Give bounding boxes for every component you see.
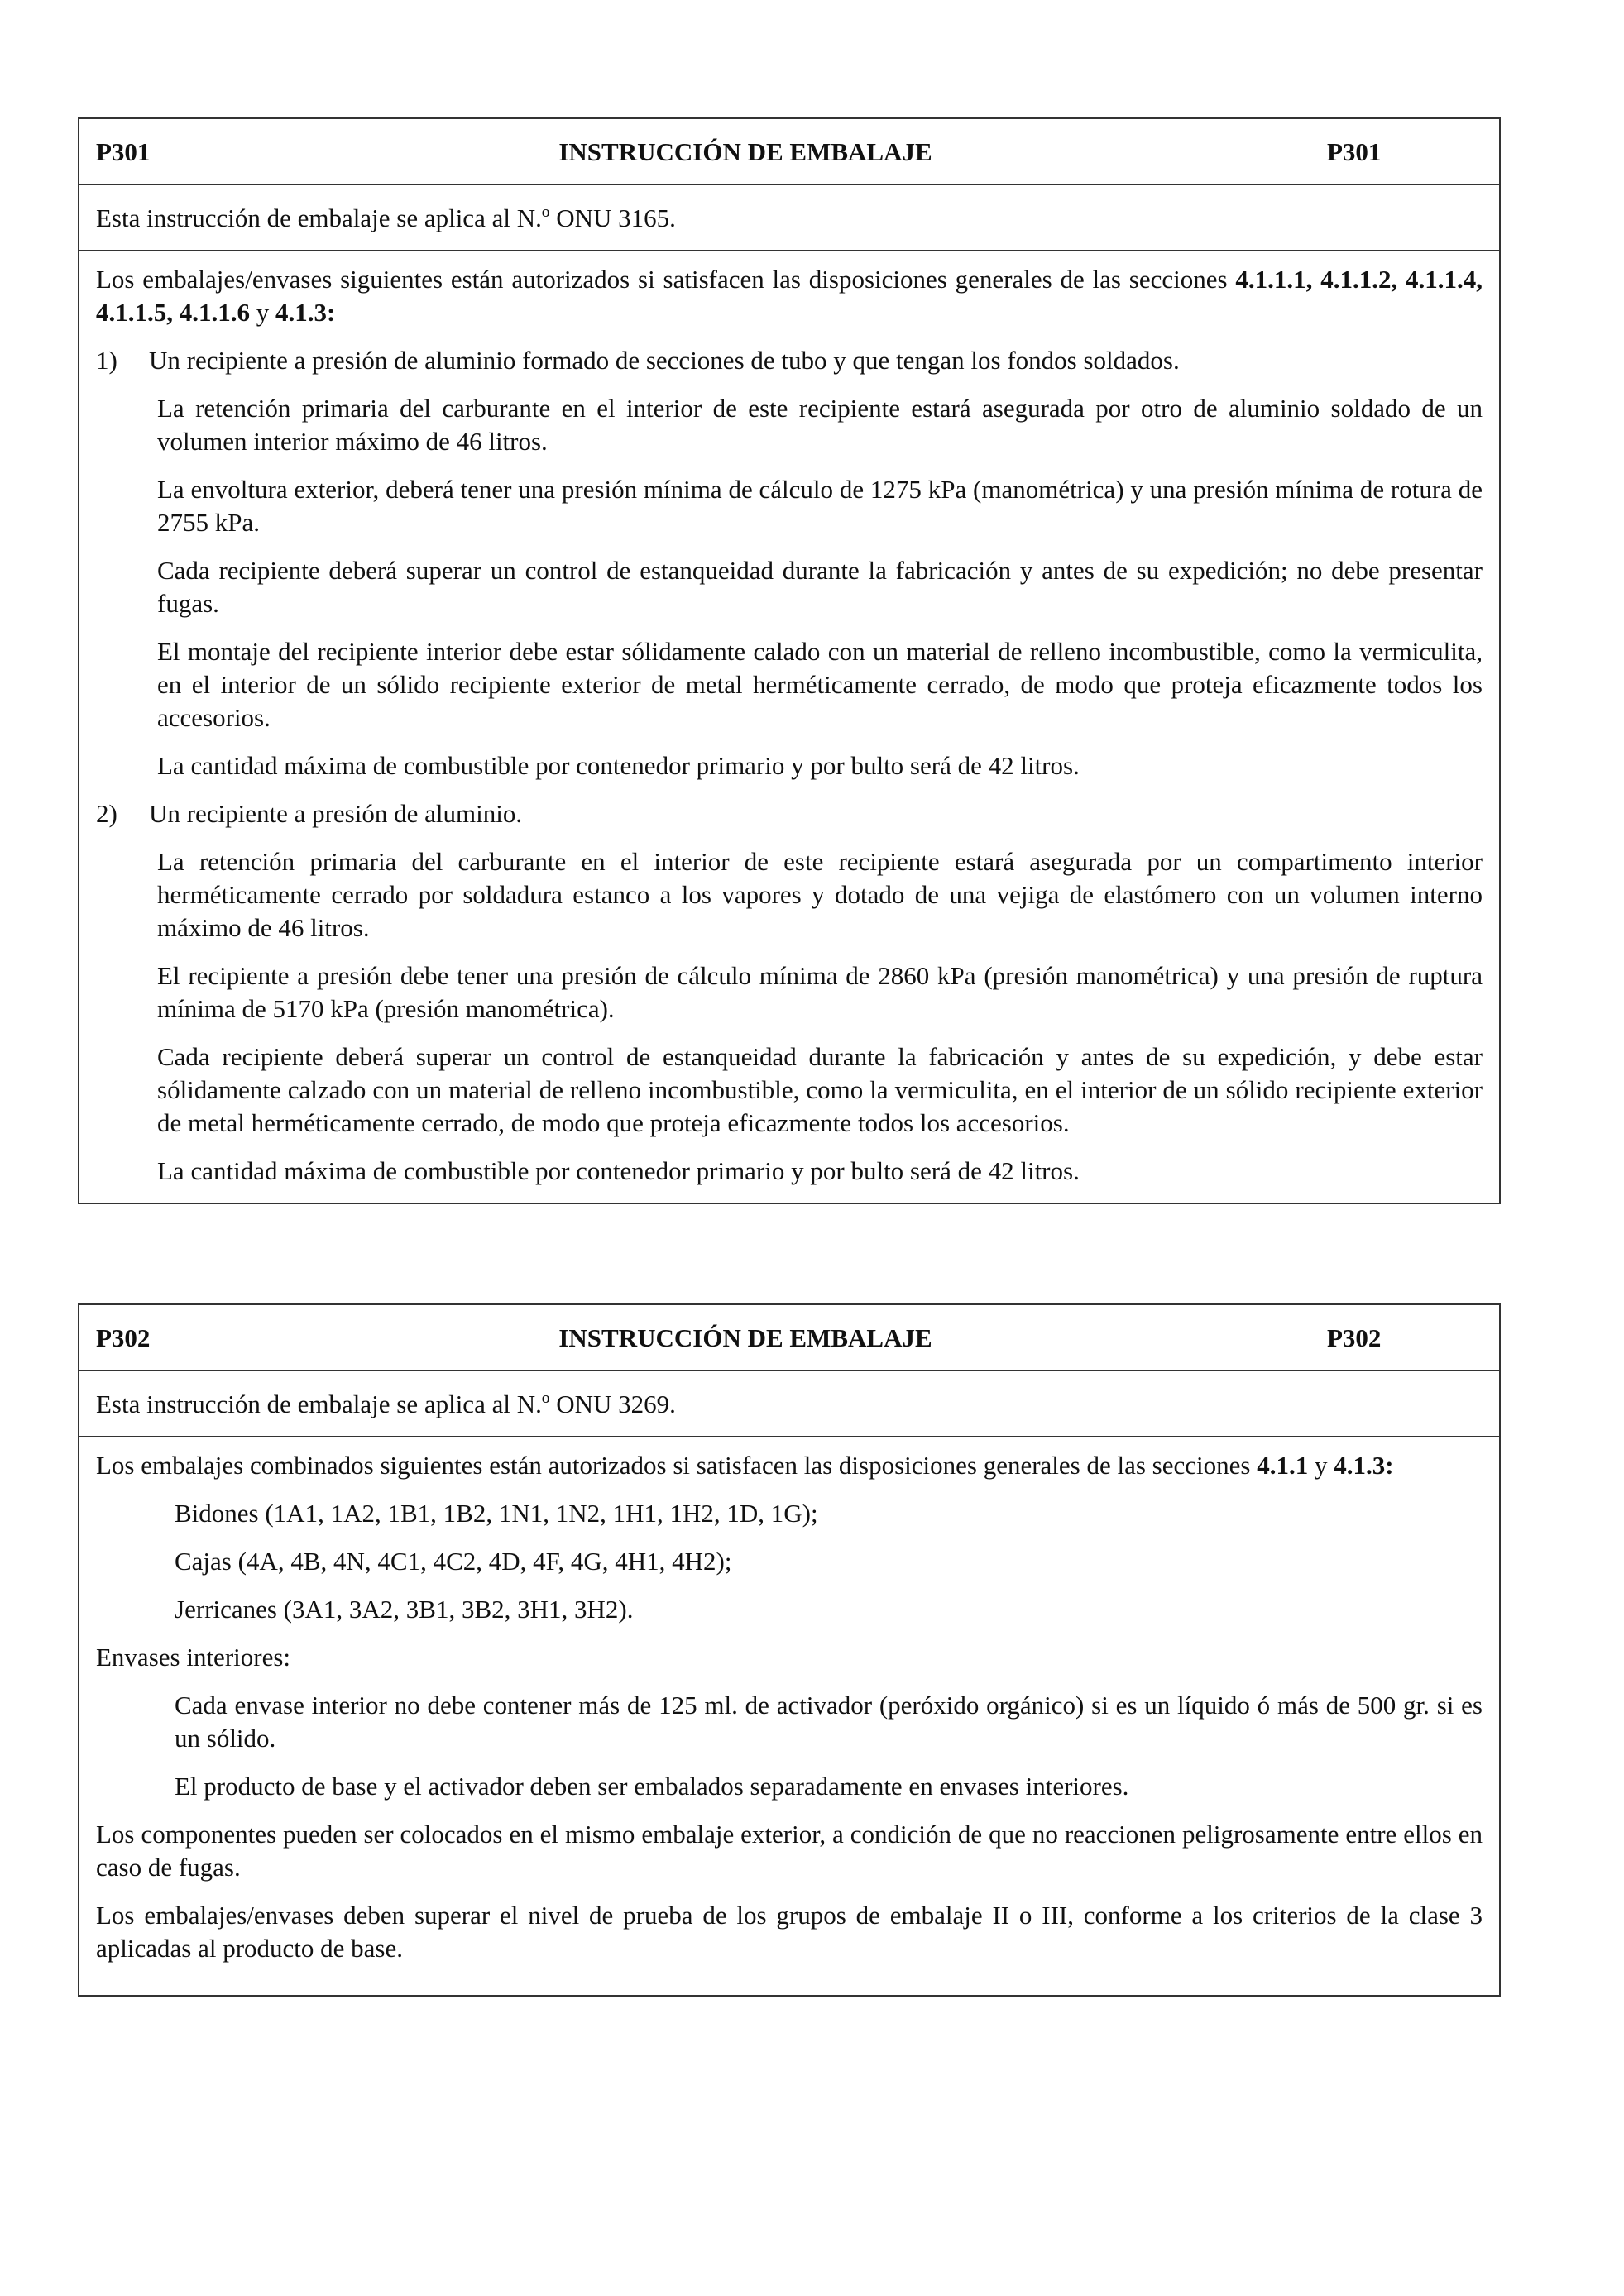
p302-inner-heading: Envases interiores: [96, 1643, 291, 1672]
p301-item-1-paragraph: La cantidad máxima de combustible por contenedor primario y por bulto será de 42 litros. [157, 751, 1080, 780]
p301-intro-refs: 4.1.1.1, 4.1.1.2, 4.1.1.4, 4.1.1.5, 4.1.1.6 [96, 265, 1483, 327]
p301-item-1-paragraph: La envoltura exterior, deberá tener una presión mínima de cálculo de 1275 kPa (manométrica) y una presión mínima de rotura de 2755 kPa. [157, 475, 1483, 537]
p301-item-1-number: 1) [96, 346, 117, 375]
p301-item-2-paragraph: La retención primaria del carburante en el interior de este recipiente estará asegurada por un compartimento interior herméticamente cerrado por soldadura estanco a los vapores y dotado de una vejiga de elastómero con un volumen interno máximo de 46 litros. [157, 847, 1483, 942]
p302-code-left: P302 [96, 1323, 151, 1352]
p301-item-2-paragraph: Cada recipiente deberá superar un control de estanqueidad durante la fabricación y antes de su expedición, y debe estar sólidamente calzado con un material de relleno incombustible, como la vermiculita, en el interior de un sólido recipiente exterior de metal herméticamente cerrado, de modo que proteja eficazmente todos los accesorios. [157, 1042, 1483, 1137]
p302-code-right: P302 [1327, 1323, 1382, 1352]
p302-packaging-item: Bidones (1A1, 1A2, 1B1, 1B2, 1N1, 1N2, 1H1, 1H2, 1D, 1G); [175, 1499, 818, 1528]
p302-intro-text: Los embalajes combinados siguientes están autorizados si satisfacen las disposiciones generales de las secciones [96, 1451, 1258, 1480]
p301-item-1-text: Un recipiente a presión de aluminio formado de secciones de tubo y que tengan los fondos soldados. [149, 346, 1180, 375]
p301-title: INSTRUCCIÓN DE EMBALAJE [558, 137, 932, 166]
p301-item-1-paragraph: La retención primaria del carburante en el interior de este recipiente estará asegurada por otro de aluminio soldado de un volumen interior máximo de 46 litros. [157, 394, 1483, 456]
p301-code-right: P301 [1327, 137, 1382, 166]
p301-header [79, 119, 1499, 185]
p301-item-2-paragraph: La cantidad máxima de combustible por contenedor primario y por bulto será de 42 litros. [157, 1156, 1080, 1185]
packing-instruction-p301 [78, 117, 1501, 1204]
p302-header [79, 1305, 1499, 1371]
p302-scope: Esta instrucción de embalaje se aplica al N.º ONU 3269. [79, 1371, 1499, 1437]
p301-intro [96, 263, 1483, 329]
p301-intro-last-ref: 4.1.3: [275, 298, 336, 327]
p301-item-2 [96, 797, 1483, 830]
packing-instruction-p302 [78, 1303, 1501, 1997]
p302-intro [96, 1449, 1483, 1482]
p302-test-text: Los embalajes/envases deben superar el nivel de prueba de los grupos de embalaje II o III, conforme a los criterios de la clase 3 aplicadas al producto de base. [96, 1901, 1483, 1963]
p301-item-2-number: 2) [96, 799, 117, 828]
p301-item-1-paragraph: Cada recipiente deberá superar un control de estanqueidad durante la fabricación y antes de su expedición; no debe presentar fugas. [157, 556, 1483, 618]
p301-intro-and: y [250, 298, 275, 327]
p302-packaging-item: Cajas (4A, 4B, 4N, 4C1, 4C2, 4D, 4F, 4G, 4H1, 4H2); [175, 1547, 732, 1576]
p301-intro-text: Los embalajes/envases siguientes están autorizados si satisfacen las disposiciones generales de las secciones [96, 265, 1236, 294]
p302-title: INSTRUCCIÓN DE EMBALAJE [558, 1323, 932, 1352]
p302-intro-and: y [1308, 1451, 1334, 1480]
p301-item-1 [96, 344, 1483, 377]
p302-intro-ref-2: 4.1.3: [1334, 1451, 1394, 1480]
p301-code-left: P301 [96, 137, 151, 166]
p302-inner-paragraph: El producto de base y el activador deben ser embalados separadamente en envases interiores. [175, 1772, 1129, 1801]
p302-intro-ref-1: 4.1.1 [1257, 1451, 1309, 1480]
p302-components-text: Los componentes pueden ser colocados en el mismo embalaje exterior, a condición de que no reaccionen peligrosamente entre ellos en caso de fugas. [96, 1820, 1483, 1882]
p301-item-2-text: Un recipiente a presión de aluminio. [149, 799, 523, 828]
p302-content [79, 1437, 1499, 1965]
p301-content [79, 251, 1499, 1188]
p302-packaging-item: Jerricanes (3A1, 3A2, 3B1, 3B2, 3H1, 3H2). [175, 1595, 634, 1624]
p301-scope: Esta instrucción de embalaje se aplica al N.º ONU 3165. [79, 185, 1499, 251]
p301-item-1-paragraph: El montaje del recipiente interior debe estar sólidamente calado con un material de relleno incombustible, como la vermiculita, en el interior de un sólido recipiente exterior de metal herméticamente cerrado, de modo que proteja eficazmente todos los accesorios. [157, 637, 1483, 732]
p301-item-2-paragraph: El recipiente a presión debe tener una presión de cálculo mínima de 2860 kPa (presión manométrica) y una presión de ruptura mínima de 5170 kPa (presión manométrica). [157, 961, 1483, 1023]
p302-inner-paragraph: Cada envase interior no debe contener más de 125 ml. de activador (peróxido orgánico) si es un líquido ó más de 500 gr. si es un sólido. [175, 1691, 1483, 1753]
